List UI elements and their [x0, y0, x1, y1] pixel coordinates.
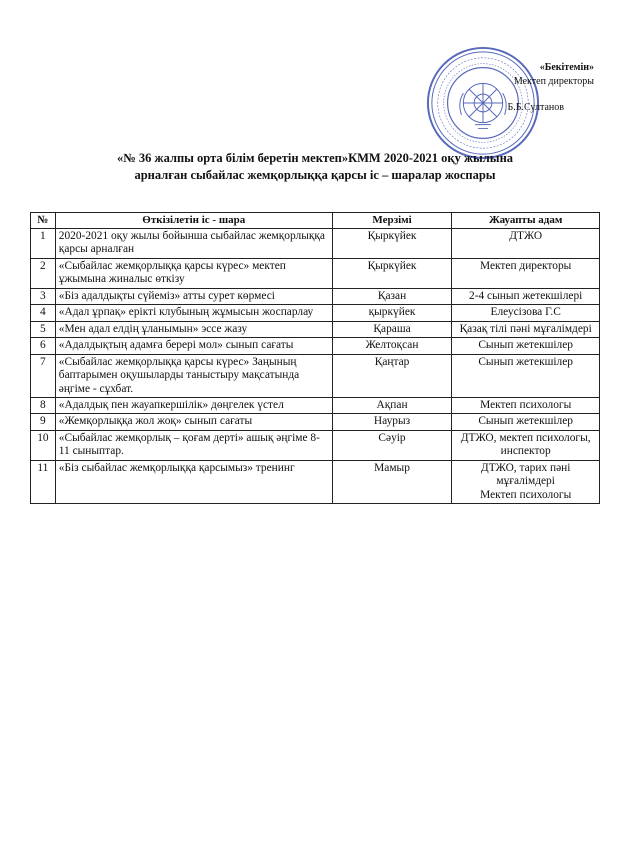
responsible-line: ДТЖО, мектеп психологы, инспектор: [460, 431, 591, 458]
row-number: 3: [31, 288, 56, 304]
row-responsible: [452, 258, 600, 288]
row-event: «Мен адал елдің ұланымын» эссе жазу: [55, 321, 332, 337]
row-responsible: [452, 430, 600, 460]
responsible-line: ДТЖО, тарих пәні мұғалімдері: [480, 461, 571, 488]
row-date: Наурыз: [332, 414, 452, 430]
row-date: Ақпан: [332, 397, 452, 413]
row-event: «Адалдықтың адамға берері мол» сынып сағаты: [55, 338, 332, 354]
row-date: Мамыр: [332, 460, 452, 503]
row-number: 8: [31, 397, 56, 413]
table-row: [31, 258, 600, 288]
row-responsible: [452, 414, 600, 430]
plan-table-body: [31, 228, 600, 503]
director-role: Мектеп директоры: [513, 76, 594, 87]
approval-label: «Бекітемін»: [539, 62, 594, 73]
row-event: 2020-2021 оқу жылы бойынша сыбайлас жемқорлыққа қарсы арналған: [55, 228, 332, 258]
row-responsible: [452, 338, 600, 354]
responsible-line: Қазақ тілі пәні мұғалімдері: [459, 322, 592, 335]
responsible-line: Сынып жетекшілер: [478, 339, 573, 352]
row-responsible: [452, 321, 600, 337]
row-event: «Адал ұрпақ» ерікті клубының жұмысын жоспарлау: [55, 305, 332, 321]
table-header-row: [31, 213, 600, 229]
row-number: 4: [31, 305, 56, 321]
responsible-line: Мектеп психологы: [480, 398, 572, 411]
document-title: [60, 150, 570, 184]
table-row: [31, 338, 600, 354]
row-number: 6: [31, 338, 56, 354]
responsible-line: 2-4 сынып жетекшілері: [469, 289, 583, 302]
table-row: [31, 305, 600, 321]
row-number: 7: [31, 354, 56, 397]
row-date: Қараша: [332, 321, 452, 337]
responsible-line: Сынып жетекшілер: [478, 355, 573, 368]
row-date: қыркүйек: [332, 305, 452, 321]
responsible-line: Елеусізова Г.С: [490, 306, 561, 319]
row-event: «Адалдық пен жауапкершілік» дөңгелек үстел: [55, 397, 332, 413]
title-line-1: «№ 36 жалпы орта білім беретін мектеп»КММ 2020-2021 оқу жылына: [116, 151, 514, 165]
row-date: Қазан: [332, 288, 452, 304]
row-number: 5: [31, 321, 56, 337]
table-row: [31, 354, 600, 397]
row-responsible: [452, 288, 600, 304]
row-event: «Сыбайлас жемқорлық – қоғам дерті» ашық әңгіме 8- 11 сыныптар.: [55, 430, 332, 460]
responsible-line: Сынып жетекшілер: [478, 415, 573, 428]
row-number: 9: [31, 414, 56, 430]
table-row: [31, 321, 600, 337]
row-responsible: [452, 354, 600, 397]
table-row: [31, 430, 600, 460]
row-responsible: [452, 460, 600, 503]
row-date: Сәуір: [332, 430, 452, 460]
row-date: Қыркүйек: [332, 258, 452, 288]
plan-table: [30, 212, 600, 504]
row-event: «Біз сыбайлас жемқорлыққа қарсымыз» тренинг: [55, 460, 332, 503]
row-responsible: [452, 305, 600, 321]
responsible-line: Мектеп психологы: [480, 488, 572, 501]
header-no: №: [31, 213, 56, 229]
row-date: Желтоқсан: [332, 338, 452, 354]
header-responsible: Жауапты адам: [452, 213, 600, 229]
responsible-line: Мектеп директоры: [480, 259, 572, 272]
table-row: [31, 228, 600, 258]
table-row: [31, 397, 600, 413]
approval-block: [470, 58, 610, 118]
table-row: [31, 288, 600, 304]
responsible-line: ДТЖО: [509, 229, 543, 242]
row-responsible: [452, 228, 600, 258]
row-number: 10: [31, 430, 56, 460]
row-event: «Сыбайлас жемқорлыққа қарсы күрес» мектеп ұжымына жиналыс өткізу: [55, 258, 332, 288]
row-event: «Біз адалдықты сүйеміз» атты сурет көрмесі: [55, 288, 332, 304]
title-line-2: арналған сыбайлас жемқорлыққа қарсы іс – шаралар жоспары: [134, 167, 496, 182]
header-date: Мерзімі: [332, 213, 452, 229]
row-event: «Сыбайлас жемқорлыққа қарсы күрес» Заңының баптарымен оқушыларды таныстыру мақсатында әңгіме - сұхбат.: [55, 354, 332, 397]
row-number: 1: [31, 228, 56, 258]
row-responsible: [452, 397, 600, 413]
row-number: 2: [31, 258, 56, 288]
table-row: [31, 460, 600, 503]
header-event: Өткізілетін іс - шара: [55, 213, 332, 229]
row-date: Қыркүйек: [332, 228, 452, 258]
row-number: 11: [31, 460, 56, 503]
table-row: [31, 414, 600, 430]
row-event: «Жемқорлыққа жол жоқ» сынып сағаты: [55, 414, 332, 430]
director-name: Б.Б.Султанов: [507, 102, 564, 113]
row-date: Қаңтар: [332, 354, 452, 397]
